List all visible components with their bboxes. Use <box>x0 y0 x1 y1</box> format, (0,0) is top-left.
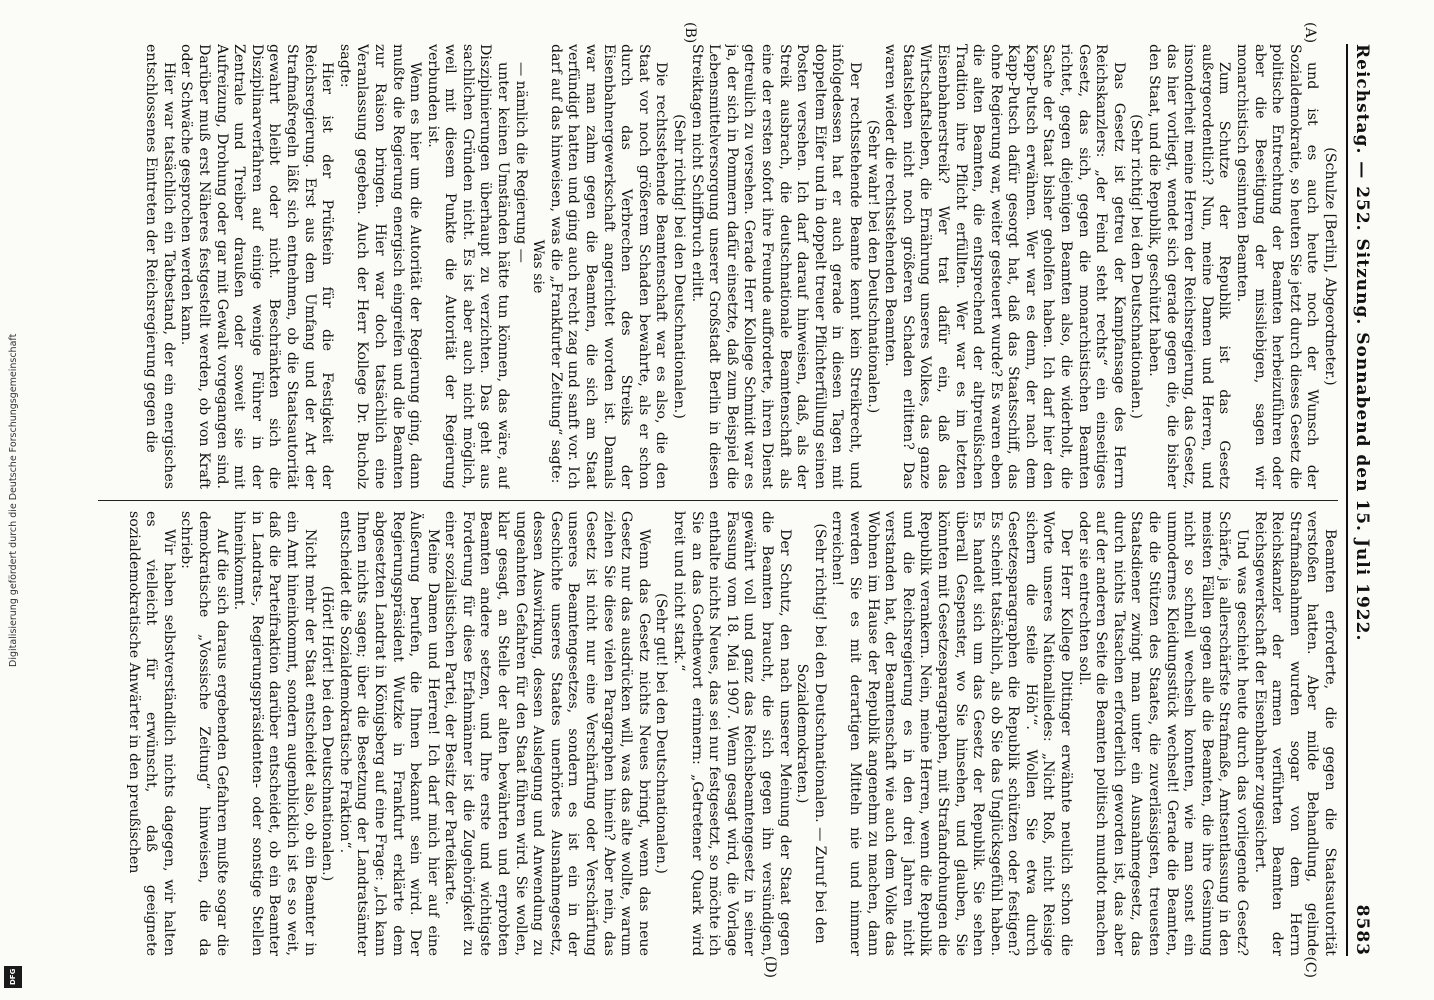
left-column-paragraph: Der rechtsstehende Beamte kennt kein Streikrecht, und infolgedessen hat er auch gerade in diesen Tagen mit doppeltem Eifer und in doppelt treuer Pflichterfüllung seinen Posten versehen. Ich darf darauf hinweisen, daß, als der Streik ausbrach, die deutschnationale Beamtenschaft als eine der ersten sofort ihre Freunde aufforderte, ihren Dienst getreulich zu versehen. Gerade Herr Kollege Schmidt war es ja, der sich in Pommern dafür einsetzte, daß zum Beispiel die Lebensmittelversorgung unserer Großstadt Berlin in diesen Streiktagen nicht Schiffbruch erlitt. <box>688 44 863 489</box>
header-title: Reichstag. — 252. Sitzung. Sonnabend den 15. Juli 1922. <box>1352 44 1372 642</box>
left-column-paragraph: (Sehr richtig! bei den Deutschnationalen.) <box>671 114 688 419</box>
right-column-paragraph: Beamten erforderte, die gegen die Staatsautorität verstoßen hatten. Aber milde Behandlung, gelinde Strafmaßnahmen wurden sogar von dem Herrn Reichskanzler der armen verführten Beamten der Reichsgewerkschaft der Eisenbahner zugesichert. <box>1251 511 1338 956</box>
right-column-paragraph: Und was geschieht heute durch das vorliegende Gesetz? Schärfe, ja allerschärfste Strafmaße, Amtsentlassung in den meisten Fällen gegen alle die Beamten, die ihre Gesinnung nicht so schnell wechseln konnten, wie man sonst ein unmodernes Kleidungsstück wechselt! Gerade die Beamten, die die Stützen des Staates, die zuverlässigsten, treuesten Staatsdiener zwingt man unter ein Ausnahmegesetz, das durch nichts Tatsachen erforderlich geworden ist, das aber auf der anderen Seite die Beamten politisch mundtot machen oder sie entrechten soll. <box>1075 511 1251 956</box>
page-number: 8583 <box>1352 904 1372 956</box>
left-column <box>98 44 1338 489</box>
margin-marker-c: (C) <box>1302 956 1318 978</box>
left-column-paragraph: unter keinen Umständen hätte tun können, das wäre, auf Disziplinierungen überhaupt zu verzichten. Das geht aus sachlichen Gründen nicht. Es ist aber auch nicht möglich, weil mit diesem Punkte die Autorität der Regierung verbunden ist. <box>424 44 512 489</box>
right-column-paragraph: (Hört! Hört! bei den Deutschnationalen.) <box>319 585 336 882</box>
left-column-paragraph: Was sie <box>530 239 547 294</box>
right-column-paragraph: Meine Damen und Herren! Ich darf mich hier auf eine Äußerung berufen, die Ihnen bekannt sein wird. Der Regierungspräsident Wutzke in Frankfurt erklärte dem abgesetzten Landrat in Königsberg auf eine Frage: „Ich kann Ihnen nichts sagen; über die Besetzung der Landratsämter entscheidet die Sozialdemokratische Fraktion“. <box>336 511 441 956</box>
right-column-paragraph: Wir haben selbstverständlich nichts dagegen, wir halten es vielleicht für erwünscht, daß geeignete sozialdemokratische Anwärter in den preußischen <box>125 511 177 956</box>
left-column-paragraph: (Sehr richtig! bei den Deutschnationalen.) <box>1128 114 1145 419</box>
right-column-paragraph: Nicht mehr der Staat entscheidet also, ob ein Beamter in ein Amt hineinkommt, sondern augenblicklich ist es so weit, daß die Parteifraktion darüber entscheidet, ob ein Beamter in Landrats-, Regierungspräsidenten- oder sonstige Stellen hineinkommt. <box>231 511 318 956</box>
dfg-logo: DFG <box>4 966 22 988</box>
left-column-paragraph: Hier ist der Prüfstein für die Festigkeit der Reichsregierung. Erst aus dem Umfang und der Art der Strafmaßregeln läßt sich entnehmen, ob die Staatsautorität gewahrt bleibt oder nicht. Beschränkten sich die Disziplinarverfahren auf einige wenige Führer in der Zentrale und Treiber draußen oder soweit sie mit Aufreizung, Drohung oder gar mit Gewalt vorgegangen sind. Darüber muß erst Näheres festgestellt werden, ob von Kraft oder Schwäche gesprochen werden kann. <box>178 44 336 489</box>
margin-marker-a: (A) <box>1302 22 1318 44</box>
digitization-note: Digitalisierung gefördert durch die Deutsche Forschungsgemeinschaft <box>8 333 19 667</box>
right-column <box>98 511 1338 956</box>
left-column-paragraph: Hier war tatsächlich ein Tatbestand, der ein energisches entschlossenes Eintreten der Reichsregierung gegen die <box>143 44 177 489</box>
page-header <box>1346 44 1372 956</box>
left-column-paragraph: Zum Schutze der Republik ist das Gesetz außergeordentlich? Nun, meine Damen und Herren, und insonderheit meine Herren der Reichsregierung, das Gesetz, das hier vorliegt, wendet sich gerade gegen die, die bisher den Staat, und die Republik, geschützt haben. <box>1146 44 1233 489</box>
column-divider <box>98 500 1338 501</box>
left-column-paragraph: und ist es auch heute noch der Wunsch der Sozialdemokratie, so heuten Sie jetzt durch dieses Gesetz die politische Entrechtung der Beamten herbeizuführen oder aber die Beseitigung der missliebigen, sagen wir monarchistisch gesinnten Beamten. <box>1234 44 1321 489</box>
right-column-paragraph: Auf die sich daraus ergebenden Gefahren mußte sogar die demokratische „Vossische Zeitung“ hinweisen, die da schrieb: <box>178 511 230 956</box>
text-columns <box>98 22 1338 978</box>
left-column-paragraph: (Sehr wahr! bei den Deutschnationalen.) <box>864 119 881 414</box>
right-column-paragraph: (Sehr gut! bei den Deutschnationalen.) <box>653 593 670 874</box>
margin-marker-b: (B) <box>682 22 698 44</box>
left-column-paragraph: Wenn es hier um die Autorität der Regierung ging, dann mußte die Regierung energisch eingreifen und die Beamten zur Raison bringen. Hier war doch tatsächlich eine Veranlassung gegeben. Auch der Herr Kollege Dr. Bucholz sagte: <box>336 44 424 489</box>
left-column-paragraph: — nämlich die Regierung — <box>512 62 529 263</box>
left-column-paragraph: Das Gesetz ist getreu der Kampfansage des Herrn Reichskanzlers: „der Feind steht rechts“ ein einseitiges Gesetz, das sich, gegen die monarchistischen Beamten richtet, gegen diejenigen Beamten also, die widerholt, die Sache der Staat bisher geholfen haben. Ich darf hier den Kapp-Putsch erwähnen. Wer war es denn, der nach dem Kapp-Putsch dafür gesorgt hat, daß das Staatsschiff, das ohne Regierung war, weiter gesteuert wurde? Es waren eben die alten Beamten, die entsprechend der altpreußischen Tradition ihre Pflicht erfüllten. Wer war es im letzten Eisenbahnerstreik? Wer trat dafür ein, daß das Wirtschaftsleben, die Ernährung unseres Volkes, das ganze Staatsleben nicht noch größeren Schaden erlitten? Das waren wieder die rechtsstehenden Beamten. <box>882 44 1127 489</box>
rotated-document-page <box>60 20 1380 980</box>
right-column-paragraph: (Sehr richtig! bei den Deutschnationalen. — Zuruf bei den Sozialdemokraten.) <box>794 523 828 944</box>
left-column-paragraph: Die rechtsstehende Beamtenschaft war es also, die den Staat vor noch größerem Schaden bewahrte, als er schon durch das Verbrechen des Streiks der Eisenbahnergewerkschaft angerichtet worden ist. Damals war man zahm gegen die Beamten, die sich am Staat verfündigt hatten und ging auch recht zag und sanft vor. Ich darf auf das hinweisen, was die „Frankfurter Zeitung“ sagte: <box>547 44 670 489</box>
right-column-paragraph: Wenn das Gesetz nichts Neues bringt, wenn das neue Gesetz nur das ausdrücken will, was das alte wollte, warum ziehen Sie diese vielen Paragraphen hinein? Aber nein, das Gesetz ist nicht nur eine Verschärfung oder Verschärfung unseres Beamtengesetzes, sondern es ist ein in der Geschichte unseres Staates unerhörtes Ausnahmegesetz, dessen Auswirkung, dessen Auslegung und Anwendung zu ungeahnten Gefahren für den Staat führen wird. Sie wollen, klar gesagt, an Stelle der alten bewährten und erprobten Beamten andere setzen, und Ihre erste und wichtigste Forderung für diese Erfahmänner ist die Zugehörigkeit zu einer sozialistischen Partei, der Besitz der Parteikarte. <box>442 511 652 956</box>
right-column-paragraph: Der Schutz, den nach unserer Meinung der Staat gegen die Beamten braucht, die sich gegen ihn versündigen, gewährt voll und ganz das Reichsbeamtengesetz in seiner Fassung vom 18. Mai 1907. Wenn gesagt wird, die Vorlage enthalte nichts Neues, das sei nur festgesetzt, so möchte ich Sie an das Goethewort erinnern: „Getretener Quark wird breit und nicht stark.“ <box>671 511 793 956</box>
left-column-paragraph: (Schulze [Berlin], Abgeordneter.) <box>1322 147 1338 386</box>
margin-marker-d: (D) <box>762 955 778 978</box>
right-column-paragraph: Der Herr Kollege Dittinger erwähnte neulich schon die Worte unseres Nationalliedes: „Nicht Roß, nicht Reisige sichern die steile Höh’“. Wollen Sie etwa durch Gesetzesparagraphen die Republik schützen oder festigen? Es scheint tatsächlich, als ob Sie das Unglücksgefühl haben. Es handelt sich um das Gesetz der Republik. Sie sehen überall Gespenster, wo Sie hinsehen, und glauben, Sie könnten mit Gesetzesparagraphen, mit Strafandrohungen die Republik verankern. Nein, meine Herren, wenn die Republik und die Reichsregierung es in den drei Jahren nicht verstanden hat, der Beamtenschaft wie auch dem Volke das Wohnen im Hause der Republik angenehm zu machen, dann werden Sie es mit derartigen Mitteln nie und nimmer erreichen! <box>829 511 1075 956</box>
